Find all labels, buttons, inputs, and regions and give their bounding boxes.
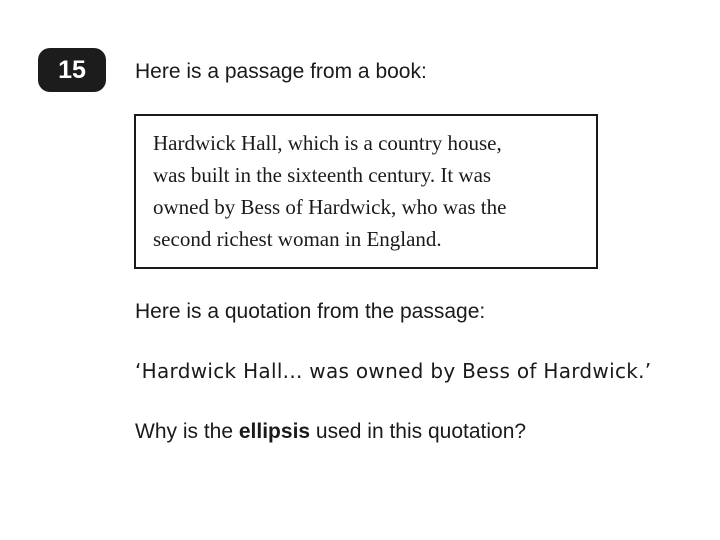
quotation-intro-text: Here is a quotation from the passage: <box>135 300 486 323</box>
passage-line: owned by Bess of Hardwick, who was the <box>153 195 507 219</box>
quotation-text: ‘Hardwick Hall... was owned by Bess of Hardwick.’ <box>135 359 652 383</box>
passage-line: Hardwick Hall, which is a country house, <box>153 131 502 155</box>
question-text <box>135 418 526 446</box>
question-text-start: Why is the <box>135 420 239 443</box>
passage-box <box>134 114 598 269</box>
question-text-end: used in this quotation? <box>310 420 527 443</box>
passage-line: second richest woman in England. <box>153 227 442 251</box>
question-bold-word: ellipsis <box>238 420 311 443</box>
passage-line: was built in the sixteenth century. It was <box>153 163 492 187</box>
passage-intro-text: Here is a passage from a book: <box>135 60 427 83</box>
question-number-badge: 15 <box>38 48 106 92</box>
